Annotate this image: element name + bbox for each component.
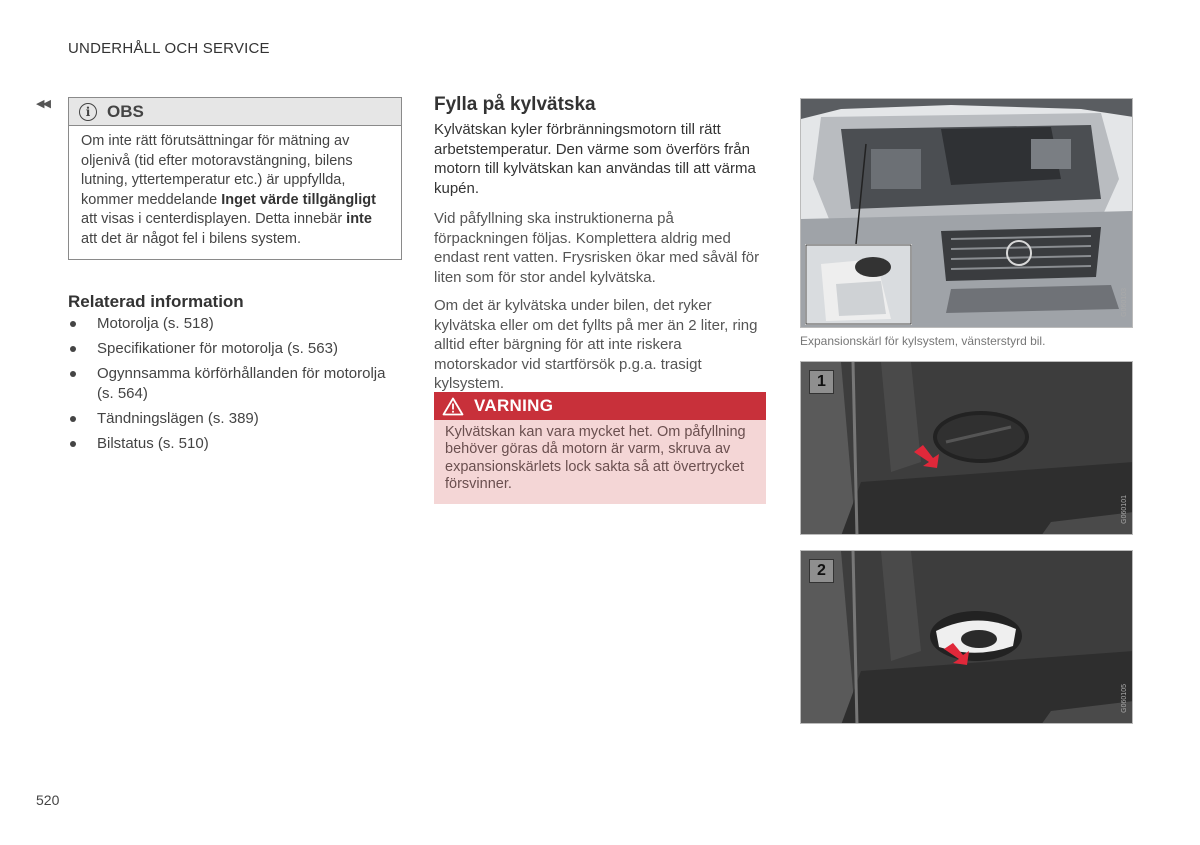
related-link-item[interactable]: Bilstatus (s. 510) <box>68 434 398 454</box>
warning-box <box>434 392 766 504</box>
obs-text-2: att visas i centerdisplayen. Detta innebär <box>81 211 347 228</box>
obs-bold-1: Inget värde tillgängligt <box>221 191 376 208</box>
step-2-figure <box>800 550 1133 724</box>
related-link-item[interactable]: Motorolja (s. 518) <box>68 314 398 334</box>
step-1-figure <box>800 361 1133 535</box>
obs-text-1: Om inte rätt förutsättningar för mätning av oljenivå (tid efter motoravstängning, bilens lutning, yttertemperatur etc.) är uppfyllda, kommer meddelande <box>81 133 353 208</box>
back-arrows-icon[interactable]: ◀◀ <box>36 98 49 110</box>
related-link-item[interactable]: Ogynnsamma körförhållanden för motorolja (s. 564) <box>68 364 398 404</box>
figure-code: G060105 <box>1121 684 1128 713</box>
section-paragraph-1: Vid påfyllning ska instruktionerna på förpackningen följas. Komplettera aldrig med endast rent vatten. Frysrisken ökar med såväl för liten som för stor andel kylvätska. <box>434 210 760 286</box>
warning-body: Kylvätskan kan vara mycket het. Om påfyllning behöver göras då motorn är varm, skruva av expansionskärlets lock sakta så att övertrycket försvinner. <box>434 420 766 504</box>
related-link-item[interactable]: Tändningslägen (s. 389) <box>68 409 398 429</box>
info-icon: i <box>79 103 97 121</box>
warning-title: VARNING <box>474 396 554 415</box>
engine-bay-figure <box>800 98 1133 328</box>
step-1-illustration <box>801 362 1133 535</box>
page-number: 520 <box>36 792 60 808</box>
figure-code: G060103 <box>1121 288 1128 317</box>
section-lead: Kylvätskan kyler förbränningsmotorn till rätt arbetstemperatur. Den värme som överförs från motorn till kylvätskan kan användas till att värma kupén. <box>434 121 756 197</box>
section-heading: Fylla på kylvätska <box>434 94 596 115</box>
obs-note-body <box>69 126 401 259</box>
section-paragraph-2: Om det är kylvätska under bilen, det ryker kylvätska eller om det fyllts på mer än 2 liter, ring alltid efter bärgning för att inte riskera motorskador vid startförsök p.g.a. trasigt kylsystem. <box>434 297 758 393</box>
figure-code: G060101 <box>1121 495 1128 524</box>
related-info-list <box>68 314 398 459</box>
warning-triangle-icon <box>442 397 464 416</box>
step-2-badge: 2 <box>809 559 834 583</box>
warning-header <box>434 392 766 420</box>
obs-bold-2: inte <box>346 211 372 228</box>
related-link-item[interactable]: Specifikationer för motorolja (s. 563) <box>68 339 398 359</box>
obs-note <box>68 97 402 260</box>
obs-text-3: att det är något fel i bilens system. <box>81 230 302 247</box>
section-header: UNDERHÅLL OCH SERVICE <box>68 40 270 57</box>
related-info-heading: Relaterad information <box>68 292 244 311</box>
obs-note-header <box>69 98 401 126</box>
car-engine-illustration <box>801 99 1133 328</box>
step-1-badge: 1 <box>809 370 834 394</box>
obs-note-title: OBS <box>107 101 144 121</box>
step-2-illustration <box>801 551 1133 724</box>
figure-caption: Expansionskärl för kylsystem, vänsterstyrd bil. <box>800 334 1046 348</box>
